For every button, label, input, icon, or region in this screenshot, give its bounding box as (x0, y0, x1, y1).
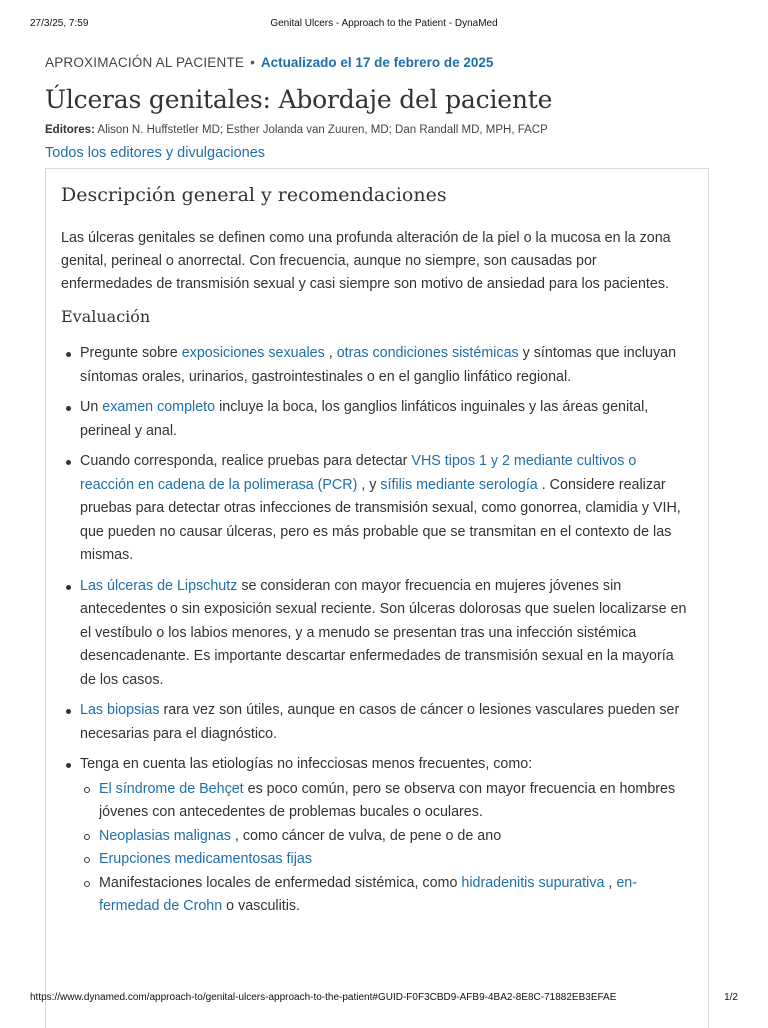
text: rara vez son útiles, aunque en casos de cáncer o lesiones vasculares pueden ser necesarias para el diagnóstico. (80, 702, 680, 742)
sub-list-item (80, 825, 692, 849)
link-complete-exam[interactable]: examen completo (102, 399, 216, 415)
article-type: APROXIMACIÓN AL PACIENTE (45, 55, 245, 70)
link-hidradenitis[interactable]: hidradenitis supurativa (461, 874, 605, 891)
print-header (30, 18, 738, 32)
article-header (45, 54, 721, 163)
print-url: https://www.dynamed.com/approach-to/genital-ulcers-approach-to-the-patient#GUID-F0F3CBD9-AFB9-4BA2-8E8C-71882EB3EFAE (30, 992, 617, 1003)
text: , (324, 345, 337, 361)
section-heading: Descripción general y recomendaciones (61, 184, 447, 206)
editors-line (45, 123, 721, 138)
text: se consideran con mayor frecuencia en mujeres jóvenes sin antecedentes o sin exposición sexual reciente. Son úlceras dolorosas que suelen localizarse en el vestíbulo o los labios menores, y a menudo se presentan tras una infección sistémica desencadenante. Es importante descartar enfermedades de transmisión sexual en la mayoría de los casos. (80, 577, 687, 688)
overview-section (45, 168, 709, 1028)
text: Cuando corresponda, realice pruebas para detectar (80, 453, 412, 469)
print-page-title: Genital Ulcers - Approach to the Patient - DynaMed (270, 18, 498, 29)
meta-separator: • (250, 55, 255, 70)
text: , y (357, 476, 381, 493)
link-malignancies[interactable]: Neoplasias malignas (99, 827, 231, 844)
text: y síntomas que incluyan síntomas orales, urinarios, gastrointestinales o en el ganglio linfático regional. (80, 345, 677, 385)
text: es poco común, pero se observa con mayor frecuencia en hombres jóvenes con antecedentes de problemas bucales o oculares. (99, 780, 676, 820)
text: . Considere realizar pruebas para detectar otras infecciones de transmisión sexual, como gonorrea, clamidia y VIH, que pueden no causar úlceras, pero es más probable que se transmitan en el contexto de las mismas. (80, 476, 681, 563)
editors-names: Alison N. Huffstetler MD; Esther Jolanda van Zuuren, MD; Dan Randall MD, MPH, FACP (94, 124, 548, 136)
text: , (604, 874, 617, 891)
list-item (61, 396, 692, 443)
link-crohn[interactable]: enfermedad de Crohn (99, 874, 638, 914)
editors-label: Editores: (45, 124, 95, 136)
text: Un (80, 399, 103, 415)
all-editors-link[interactable]: Todos los editores y divulgaciones (45, 145, 266, 161)
print-datetime: 27/3/25, 7:59 (30, 18, 89, 29)
link-syphilis-serology[interactable]: sífilis mediante serología (380, 476, 538, 493)
list-item (61, 753, 692, 919)
sub-list-item (80, 778, 692, 825)
text: Tenga en cuenta las etiologías no infecciosas menos frecuentes, como: (80, 756, 533, 772)
print-footer (30, 992, 738, 1006)
page-title: Úlceras genitales: Abordaje del paciente (45, 85, 553, 114)
list-item (61, 342, 692, 389)
link-behcet[interactable]: El síndrome de Behçet (99, 780, 244, 797)
text: Manifestaciones locales de enfermedad sistémica, como (99, 874, 462, 891)
evaluation-list (61, 342, 692, 919)
article-meta (45, 54, 721, 72)
list-item (61, 575, 692, 693)
page-number: 1/2 (724, 992, 738, 1003)
list-item (61, 450, 692, 568)
link-sexual-exposures[interactable]: exposiciones sexuales (181, 345, 325, 361)
updated-date: Actualizado el 17 de febrero de 2025 (260, 55, 494, 70)
text: , como cáncer de vulva, de pene o de ano (230, 827, 502, 844)
noninfectious-list (80, 778, 692, 919)
link-fixed-drug-eruptions[interactable]: Erupciones medicamentosas fijas (99, 851, 312, 867)
text: o vasculitis. (222, 898, 301, 914)
link-lipschutz-ulcers[interactable]: Las úlceras de Lipschutz (80, 577, 238, 594)
sub-list-item (80, 872, 692, 919)
link-hsv-testing[interactable]: VHS tipos 1 y 2 mediante cultivos o reacción en cadena de la polimerasa (PCR) (80, 453, 637, 493)
link-systemic-conditions[interactable]: otras condiciones sistémicas (336, 345, 519, 361)
list-item (61, 699, 692, 746)
link-biopsies[interactable]: Las biopsias (80, 702, 160, 718)
text: incluye la boca, los ganglios linfáticos inguinales y las áreas genital, perineal y anal. (80, 399, 649, 439)
intro-paragraph: Las úlceras genitales se definen como una profunda alteración de la piel o la mucosa en la zona genital, perineal o anorrectal. Con frecuencia, aunque no siempre, son causadas por enfermedades de transmisión sexual y casi siempre son motivo de ansiedad para los pacientes. (61, 230, 671, 292)
text: Pregunte sobre (80, 345, 182, 361)
sub-list-item (80, 848, 692, 872)
evaluation-heading: Evaluación (61, 307, 151, 326)
